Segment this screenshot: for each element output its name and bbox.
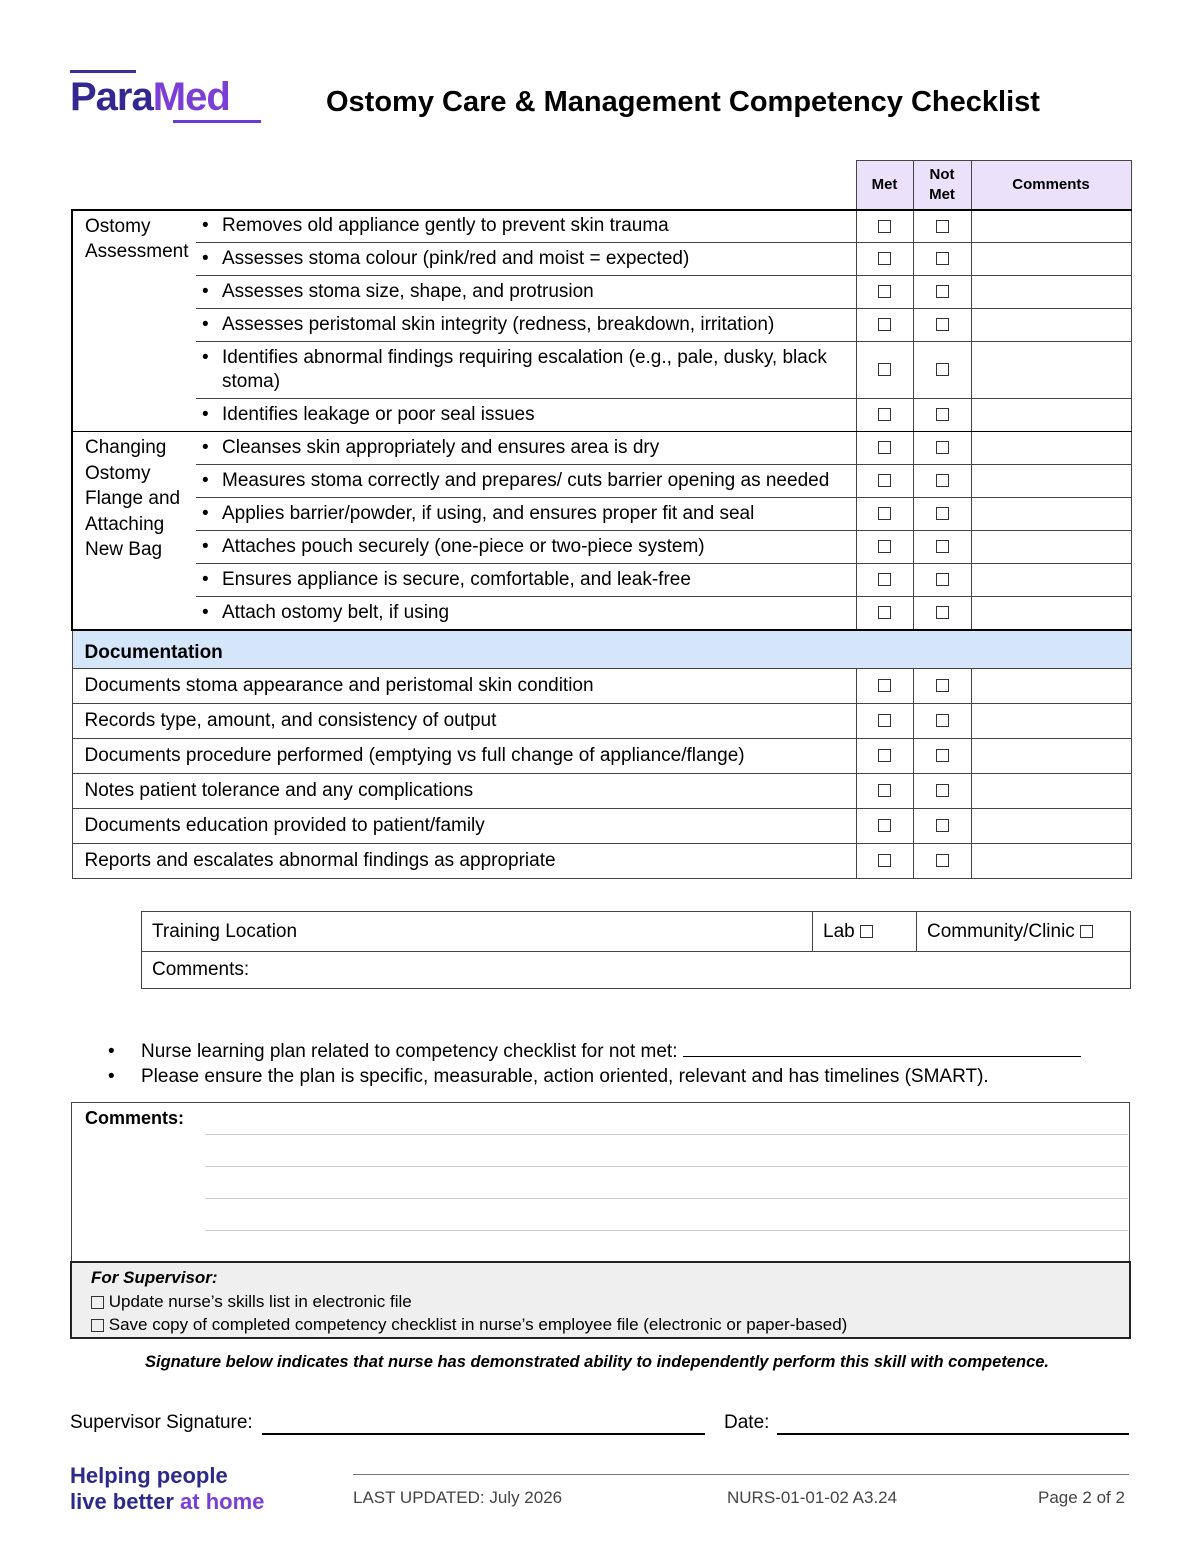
- documentation-heading-row: [72, 630, 1131, 669]
- not-met-cell: [913, 498, 971, 531]
- met-cell: [856, 564, 913, 597]
- not-met-cell: [913, 210, 971, 243]
- supervisor-box: [70, 1261, 1131, 1339]
- comment-line: [205, 1166, 1128, 1167]
- training-comments-field[interactable]: Comments:: [142, 952, 1131, 989]
- checklist-item: • Removes old appliance gently to prevent skin trauma: [196, 210, 856, 243]
- met-checkbox[interactable]: [878, 252, 891, 265]
- not-met-cell: [913, 809, 971, 844]
- checklist-row: [72, 243, 1131, 276]
- logo-underline: [173, 120, 261, 123]
- met-checkbox[interactable]: [878, 507, 891, 520]
- supervisor-signature-label: Supervisor Signature:: [70, 1412, 253, 1433]
- checklist-row: [72, 342, 1131, 399]
- doc-code: NURS-01-01-02 A3.24: [727, 1488, 898, 1507]
- comments-label: Comments:: [85, 1108, 185, 1128]
- checklist-item: • Applies barrier/powder, if using, and ensures proper fit and seal: [196, 498, 856, 531]
- documentation-row: [72, 669, 1131, 704]
- documentation-item: Records type, amount, and consistency of output: [72, 704, 856, 739]
- logo-wordmark: ParaMed: [70, 75, 230, 119]
- comments-cell[interactable]: [971, 432, 1131, 465]
- comments-cell[interactable]: [971, 531, 1131, 564]
- not-met-checkbox[interactable]: [936, 540, 949, 553]
- met-cell: [856, 739, 913, 774]
- comments-cell[interactable]: [971, 564, 1131, 597]
- lab-checkbox[interactable]: [860, 925, 873, 938]
- footer-tagline: Helping people live better at home: [70, 1463, 265, 1514]
- not-met-cell: [913, 465, 971, 498]
- supervisor-item: Update nurse’s skills list in electronic file: [91, 1292, 412, 1312]
- met-checkbox[interactable]: [878, 285, 891, 298]
- checklist-row: [72, 498, 1131, 531]
- comments-cell[interactable]: [971, 210, 1131, 243]
- not-met-cell: [913, 342, 971, 399]
- comments-cell[interactable]: [971, 498, 1131, 531]
- met-checkbox[interactable]: [878, 854, 891, 867]
- comments-cell[interactable]: [971, 844, 1131, 879]
- checklist-row: [72, 210, 1131, 243]
- met-cell: [856, 498, 913, 531]
- comments-cell[interactable]: [971, 597, 1131, 630]
- comments-box[interactable]: [71, 1102, 1130, 1262]
- comment-line: [205, 1134, 1128, 1135]
- checklist-table: [71, 160, 1132, 879]
- met-checkbox[interactable]: [878, 363, 891, 376]
- met-cell: [856, 210, 913, 243]
- met-cell: [856, 774, 913, 809]
- section-label: Ostomy Assessment: [72, 210, 196, 432]
- met-checkbox[interactable]: [878, 573, 891, 586]
- comment-line: [205, 1230, 1128, 1231]
- comments-cell[interactable]: [971, 243, 1131, 276]
- checklist-item: • Attaches pouch securely (one-piece or two-piece system): [196, 531, 856, 564]
- logo-bar: [70, 70, 136, 73]
- checklist-row: [72, 564, 1131, 597]
- comments-cell[interactable]: [971, 465, 1131, 498]
- date-field[interactable]: [777, 1433, 1129, 1435]
- met-checkbox[interactable]: [878, 714, 891, 727]
- last-updated: LAST UPDATED: July 2026: [353, 1488, 563, 1507]
- documentation-item: Reports and escalates abnormal findings as appropriate: [72, 844, 856, 879]
- met-checkbox[interactable]: [878, 220, 891, 233]
- met-cell: [856, 465, 913, 498]
- not-met-checkbox[interactable]: [936, 252, 949, 265]
- checklist-row: [72, 399, 1131, 432]
- not-met-cell: [913, 309, 971, 342]
- not-met-checkbox[interactable]: [936, 318, 949, 331]
- not-met-cell: [913, 844, 971, 879]
- not-met-cell: [913, 669, 971, 704]
- met-cell: [856, 399, 913, 432]
- item-text: Measures stoma correctly and prepares/ cuts barrier opening as needed: [222, 470, 830, 491]
- checklist-item: • Cleanses skin appropriately and ensures area is dry: [196, 432, 856, 465]
- not-met-checkbox[interactable]: [936, 363, 949, 376]
- met-cell: [856, 809, 913, 844]
- met-checkbox[interactable]: [878, 408, 891, 421]
- met-cell: [856, 342, 913, 399]
- met-checkbox[interactable]: [878, 749, 891, 762]
- documentation-row: [72, 844, 1131, 879]
- not-met-checkbox[interactable]: [936, 285, 949, 298]
- update-skills-checkbox[interactable]: [91, 1296, 104, 1309]
- not-met-checkbox[interactable]: [936, 679, 949, 692]
- met-cell: [856, 243, 913, 276]
- checklist-row: [72, 276, 1131, 309]
- footer-divider: [353, 1474, 1129, 1475]
- save-copy-checkbox[interactable]: [91, 1319, 104, 1332]
- not-met-checkbox[interactable]: [936, 749, 949, 762]
- paramed-logo: [70, 70, 262, 128]
- checklist-row: [72, 531, 1131, 564]
- documentation-heading: Documentation: [72, 630, 1131, 669]
- not-met-checkbox[interactable]: [936, 474, 949, 487]
- met-cell: [856, 597, 913, 630]
- met-cell: [856, 276, 913, 309]
- documentation-item: Notes patient tolerance and any complications: [72, 774, 856, 809]
- checklist-item: • Identifies leakage or poor seal issues: [196, 399, 856, 432]
- learning-plan-bullets: [108, 1039, 1081, 1089]
- met-checkbox[interactable]: [878, 679, 891, 692]
- item-text: Attaches pouch securely (one-piece or two-piece system): [222, 536, 705, 557]
- not-met-cell: [913, 276, 971, 309]
- not-met-checkbox[interactable]: [936, 408, 949, 421]
- comments-cell[interactable]: [971, 669, 1131, 704]
- not-met-cell: [913, 597, 971, 630]
- checklist-row: [72, 432, 1131, 465]
- met-cell: [856, 669, 913, 704]
- comments-cell[interactable]: [971, 342, 1131, 399]
- comment-line: [205, 1198, 1128, 1199]
- comments-cell[interactable]: [971, 739, 1131, 774]
- checklist-row: [72, 597, 1131, 630]
- training-table: [141, 911, 1131, 989]
- checklist-item: • Measures stoma correctly and prepares/ cuts barrier opening as needed: [196, 465, 856, 498]
- met-checkbox[interactable]: [878, 474, 891, 487]
- bullet-item: • Please ensure the plan is specific, measurable, action oriented, relevant and has timelines (SMART).: [108, 1066, 989, 1087]
- not-met-cell: [913, 704, 971, 739]
- comments-cell[interactable]: [971, 276, 1131, 309]
- met-cell: [856, 309, 913, 342]
- not-met-checkbox[interactable]: [936, 714, 949, 727]
- documentation-row: [72, 739, 1131, 774]
- comments-cell[interactable]: [971, 399, 1131, 432]
- not-met-checkbox[interactable]: [936, 507, 949, 520]
- not-met-cell: [913, 531, 971, 564]
- checklist-item: • Assesses stoma size, shape, and protrusion: [196, 276, 856, 309]
- met-checkbox[interactable]: [878, 318, 891, 331]
- not-met-header: Not Met: [913, 161, 971, 210]
- checklist-row: [72, 309, 1131, 342]
- checklist-item: • Assesses stoma colour (pink/red and moist = expected): [196, 243, 856, 276]
- item-text: Identifies abnormal findings requiring escalation (e.g., pale, dusky, black stoma): [222, 347, 827, 392]
- lab-option[interactable]: Lab: [813, 912, 917, 952]
- not-met-cell: [913, 432, 971, 465]
- comments-cell[interactable]: [971, 309, 1131, 342]
- bullet-item: • Nurse learning plan related to competency checklist for not met:: [108, 1039, 1081, 1064]
- met-checkbox[interactable]: [878, 606, 891, 619]
- not-met-cell: [913, 243, 971, 276]
- met-cell: [856, 704, 913, 739]
- met-header: Met: [856, 161, 913, 210]
- checklist-item: • Assesses peristomal skin integrity (redness, breakdown, irritation): [196, 309, 856, 342]
- not-met-checkbox[interactable]: [936, 784, 949, 797]
- page-number: Page 2 of 2: [1038, 1488, 1125, 1507]
- item-text: Assesses peristomal skin integrity (redness, breakdown, irritation): [222, 314, 775, 335]
- signature-note: Signature below indicates that nurse has demonstrated ability to independently perform this skill with competence.: [145, 1353, 1050, 1371]
- header-row: [72, 161, 1131, 210]
- page-title: Ostomy Care & Management Competency Checklist: [326, 86, 1040, 118]
- documentation-row: [72, 774, 1131, 809]
- not-met-cell: [913, 774, 971, 809]
- documentation-item: Documents stoma appearance and peristomal skin condition: [72, 669, 856, 704]
- item-text: Removes old appliance gently to prevent skin trauma: [222, 215, 669, 237]
- item-text: Identifies leakage or poor seal issues: [222, 404, 535, 425]
- checklist-row: [72, 465, 1131, 498]
- comments-cell[interactable]: [971, 774, 1131, 809]
- not-met-checkbox[interactable]: [936, 819, 949, 832]
- not-met-cell: [913, 564, 971, 597]
- not-met-checkbox[interactable]: [936, 573, 949, 586]
- not-met-checkbox[interactable]: [936, 441, 949, 454]
- supervisor-heading: For Supervisor:: [91, 1268, 218, 1287]
- item-text: Applies barrier/powder, if using, and ensures proper fit and seal: [222, 503, 755, 524]
- checklist-item: • Attach ostomy belt, if using: [196, 597, 856, 630]
- comments-header: Comments: [971, 161, 1131, 210]
- met-checkbox[interactable]: [878, 540, 891, 553]
- not-met-cell: [913, 399, 971, 432]
- item-text: Cleanses skin appropriately and ensures area is dry: [222, 437, 660, 458]
- item-text: Ensures appliance is secure, comfortable, and leak-free: [222, 569, 691, 590]
- community-option[interactable]: Community/Clinic: [917, 912, 1131, 952]
- met-checkbox[interactable]: [878, 819, 891, 832]
- documentation-item: Documents education provided to patient/family: [72, 809, 856, 844]
- section-label: Changing Ostomy Flange and Attaching New Bag: [72, 432, 196, 630]
- documentation-row: [72, 704, 1131, 739]
- comments-cell[interactable]: [971, 809, 1131, 844]
- item-text: Assesses stoma colour (pink/red and moist = expected): [222, 248, 690, 269]
- met-checkbox[interactable]: [878, 441, 891, 454]
- documentation-item: Documents procedure performed (emptying vs full change of appliance/flange): [72, 739, 856, 774]
- not-met-checkbox[interactable]: [936, 854, 949, 867]
- community-checkbox[interactable]: [1080, 925, 1093, 938]
- comments-cell[interactable]: [971, 704, 1131, 739]
- supervisor-signature-field[interactable]: [262, 1433, 705, 1435]
- not-met-checkbox[interactable]: [936, 606, 949, 619]
- met-checkbox[interactable]: [878, 784, 891, 797]
- met-cell: [856, 432, 913, 465]
- not-met-checkbox[interactable]: [936, 220, 949, 233]
- not-met-cell: [913, 739, 971, 774]
- met-cell: [856, 844, 913, 879]
- date-label: Date:: [724, 1412, 770, 1433]
- checklist-item: • Ensures appliance is secure, comfortable, and leak-free: [196, 564, 856, 597]
- supervisor-item: Save copy of completed competency checklist in nurse’s employee file (electronic or paper-based): [91, 1315, 847, 1335]
- item-text: Assesses stoma size, shape, and protrusion: [222, 281, 594, 302]
- met-cell: [856, 531, 913, 564]
- learning-plan-line[interactable]: [683, 1040, 1081, 1057]
- checklist-item: • Identifies abnormal findings requiring escalation (e.g., pale, dusky, black stoma): [196, 342, 856, 399]
- training-location-label: Training Location: [142, 912, 813, 952]
- item-text: Attach ostomy belt, if using: [222, 601, 450, 623]
- documentation-row: [72, 809, 1131, 844]
